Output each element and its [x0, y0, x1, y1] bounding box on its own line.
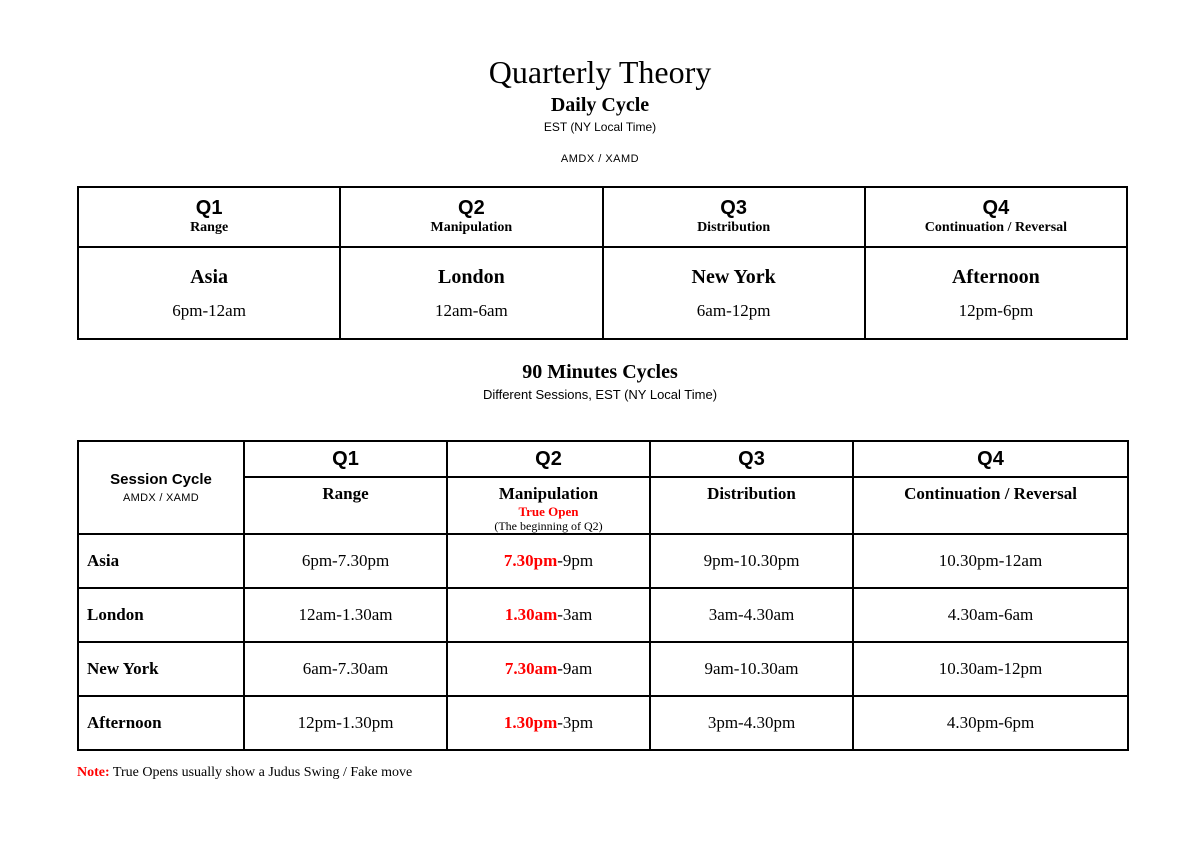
q1-cell: 6am-7.30am	[244, 642, 447, 696]
cycles-q3-phase	[650, 477, 853, 534]
cycles-q1-header	[244, 441, 447, 477]
true-open-time: 7.30am	[504, 659, 558, 678]
q3-cell: 9pm-10.30pm	[650, 534, 853, 588]
corner-subtitle: AMDX / XAMD	[122, 491, 200, 504]
q1-cell: 12pm-1.30pm	[244, 696, 447, 750]
quarter-label: Q1	[195, 197, 223, 219]
session-name: Afternoon	[951, 266, 1040, 288]
table-row	[78, 588, 1128, 642]
q2-end-time: -9pm	[557, 551, 594, 570]
cycles-q4-header	[853, 441, 1128, 477]
q1-cell: 12am-1.30am	[244, 588, 447, 642]
daily-session-new-york	[603, 247, 865, 339]
session-cycle-corner	[78, 441, 244, 534]
q3-cell: 3pm-4.30pm	[650, 696, 853, 750]
timezone-label: EST (NY Local Time)	[543, 120, 657, 134]
session-time: 6pm-12am	[172, 301, 246, 320]
daily-q4-header	[865, 187, 1127, 247]
q4-cell: 10.30am-12pm	[853, 642, 1128, 696]
footnote	[77, 764, 412, 782]
phase-label: Distribution	[707, 484, 796, 503]
session-name: London	[438, 266, 505, 288]
q2-cell	[447, 642, 650, 696]
row-session-name: New York	[78, 642, 244, 696]
phase-label: Manipulation	[498, 484, 599, 503]
quarter-label: Q4	[977, 447, 1004, 470]
cycles-q3-header	[650, 441, 853, 477]
cycles-q1-phase	[244, 477, 447, 534]
phase-label: Range	[322, 484, 369, 503]
phase-label: Manipulation	[430, 220, 513, 235]
model-label: AMDX / XAMD	[560, 153, 640, 165]
quarter-label: Q3	[738, 447, 765, 470]
quarter-label: Q3	[720, 197, 747, 219]
daily-session-asia	[78, 247, 340, 339]
true-open-label: True Open	[518, 504, 579, 519]
session-time: 12pm-6pm	[958, 301, 1034, 320]
q4-cell: 10.30pm-12am	[853, 534, 1128, 588]
cycles-q2-header	[447, 441, 650, 477]
daily-session-london	[340, 247, 602, 339]
daily-q3-header	[603, 187, 865, 247]
q3-cell: 3am-4.30am	[650, 588, 853, 642]
ninety-min-cycles-table	[77, 440, 1129, 751]
session-name: New York	[691, 266, 776, 288]
phase-label: Range	[190, 220, 229, 235]
phase-label: Distribution	[697, 220, 771, 235]
true-open-note: (The beginning of Q2)	[494, 519, 603, 533]
page-title: Quarterly Theory	[488, 54, 712, 90]
note-label: Note:	[77, 765, 110, 780]
q2-cell	[447, 696, 650, 750]
row-session-name: Asia	[78, 534, 244, 588]
quarter-label: Q2	[535, 447, 562, 470]
row-session-name: London	[78, 588, 244, 642]
daily-q1-header	[78, 187, 340, 247]
true-open-time: 1.30am	[504, 605, 558, 624]
q4-cell: 4.30am-6am	[853, 588, 1128, 642]
quarter-label: Q4	[982, 197, 1010, 219]
daily-q2-header	[340, 187, 602, 247]
session-time: 6am-12pm	[696, 301, 771, 320]
q3-cell: 9am-10.30am	[650, 642, 853, 696]
ninety-min-title: 90 Minutes Cycles	[522, 361, 678, 383]
q2-cell	[447, 534, 650, 588]
session-name: Asia	[190, 266, 229, 288]
note-text: True Opens usually show a Judus Swing / Fake move	[109, 765, 413, 780]
q2-end-time: -3am	[557, 605, 593, 624]
quarter-label: Q2	[458, 197, 485, 219]
q2-end-time: -9am	[557, 659, 593, 678]
q2-end-time: -3pm	[557, 713, 594, 732]
phase-label: Continuation / Reversal	[924, 220, 1068, 235]
daily-session-afternoon	[865, 247, 1127, 339]
daily-cycle-table	[77, 186, 1128, 340]
q2-cell	[447, 588, 650, 642]
table-row	[78, 696, 1128, 750]
cycles-q2-phase	[447, 477, 650, 534]
table-row	[78, 642, 1128, 696]
page-subtitle: Daily Cycle	[550, 94, 650, 116]
q4-cell: 4.30pm-6pm	[853, 696, 1128, 750]
table-row	[78, 534, 1128, 588]
session-time: 12am-6am	[435, 301, 508, 320]
cycles-q4-phase	[853, 477, 1128, 534]
corner-title: Session Cycle	[110, 470, 212, 488]
row-session-name: Afternoon	[78, 696, 244, 750]
q1-cell: 6pm-7.30pm	[244, 534, 447, 588]
phase-label: Continuation / Reversal	[904, 484, 1077, 503]
true-open-time: 7.30pm	[503, 551, 558, 570]
quarter-label: Q1	[332, 447, 359, 470]
true-open-time: 1.30pm	[503, 713, 558, 732]
ninety-min-subtitle: Different Sessions, EST (NY Local Time)	[482, 387, 718, 402]
